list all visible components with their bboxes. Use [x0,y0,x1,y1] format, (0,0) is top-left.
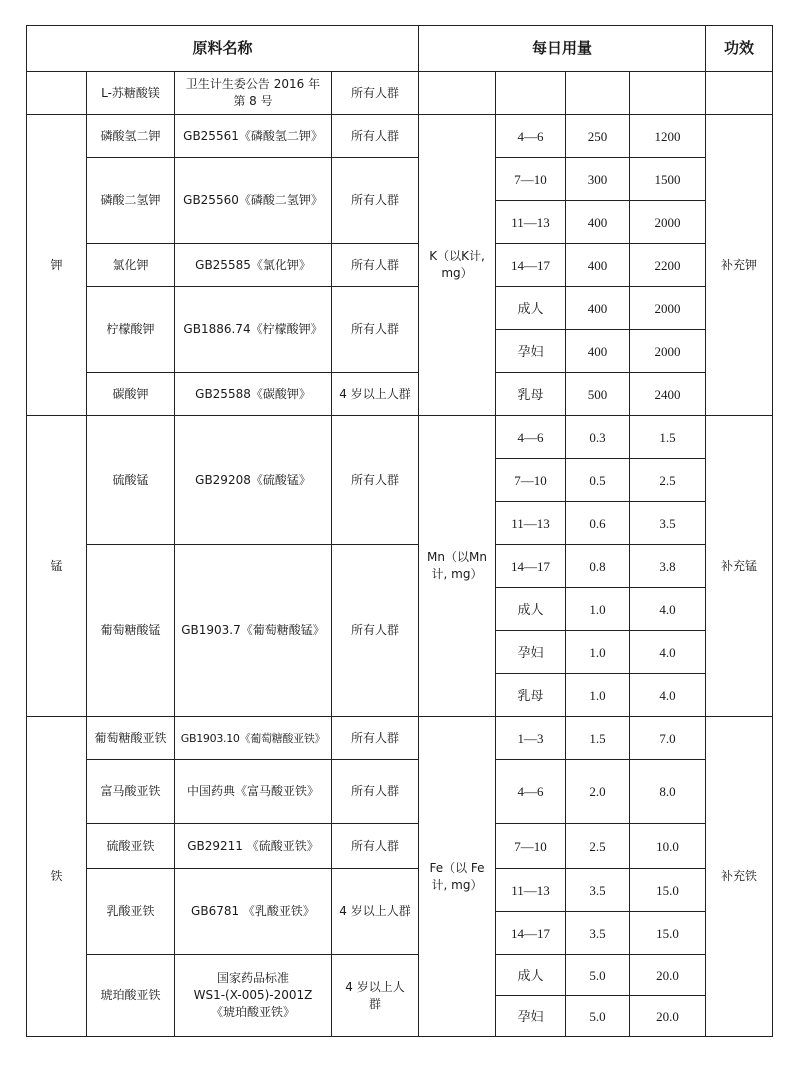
material-standard: GB1903.10《葡萄糖酸亚铁》 [175,717,332,760]
dose-age: 4—6 [496,416,566,459]
dose-low: 3.5 [566,869,630,912]
standard-line: 卫生计生委公告 2016 年 [185,77,321,91]
dose-low: 5.0 [566,996,630,1037]
dose-high: 20.0 [630,955,706,996]
material-name: 富马酸亚铁 [87,760,175,824]
dose-cell-empty [566,72,630,115]
dose-high: 2200 [630,244,706,287]
table-row [27,717,773,760]
material-population: 4 岁以上人群 [332,373,419,416]
dose-high: 8.0 [630,760,706,824]
material-population: 所有人群 [332,416,419,545]
material-population: 所有人群 [332,115,419,158]
unit-text: 计, mg） [431,877,483,892]
unit-text: Fe（以 Fe [429,860,485,875]
dose-low: 400 [566,287,630,330]
material-name: 乳酸亚铁 [87,869,175,955]
table-row [27,158,773,201]
unit-text: K（以K计, mg） [429,249,485,280]
material-name: 碳酸钾 [87,373,175,416]
dose-low: 3.5 [566,912,630,955]
material-name: 葡萄糖酸锰 [87,545,175,717]
table-row [27,760,773,824]
dose-age: 11—13 [496,502,566,545]
dose-age: 4—6 [496,760,566,824]
material-name: 硫酸锰 [87,416,175,545]
material-population: 所有人群 [332,287,419,373]
dose-low: 2.5 [566,824,630,869]
dose-high: 3.8 [630,545,706,588]
dose-high: 4.0 [630,588,706,631]
material-name: 氯化钾 [87,244,175,287]
dose-age: 孕妇 [496,631,566,674]
dose-high: 1200 [630,115,706,158]
table-row [27,955,773,996]
dose-low: 0.6 [566,502,630,545]
material-standard: GB25561《磷酸氢二钾》 [175,115,332,158]
material-standard: GB1903.7《葡萄糖酸锰》 [175,545,332,717]
table-row [27,869,773,912]
material-standard: GB25588《碳酸钾》 [175,373,332,416]
dose-age: 11—13 [496,201,566,244]
dose-age: 孕妇 [496,330,566,373]
dose-low: 0.8 [566,545,630,588]
header-effect: 功效 [706,26,773,72]
material-name: 硫酸亚铁 [87,824,175,869]
table-row [27,545,773,588]
dose-high: 7.0 [630,717,706,760]
dose-low: 2.0 [566,760,630,824]
ingredient-table [26,25,773,1037]
unit-text: Mn（以Mn [427,550,487,564]
material-standard: GB25585《氯化钾》 [175,244,332,287]
unit-cell-empty [419,72,496,115]
dose-high: 4.0 [630,674,706,717]
dose-low: 250 [566,115,630,158]
material-population: 所有人群 [332,760,419,824]
population-line: 4 岁以上人 [345,979,405,994]
dose-low: 300 [566,158,630,201]
material-name: 磷酸二氢钾 [87,158,175,244]
dose-age: 7—10 [496,158,566,201]
dose-age: 4—6 [496,115,566,158]
population-line: 群 [369,996,382,1011]
dose-low: 400 [566,244,630,287]
dose-low: 1.5 [566,717,630,760]
unit-text: 计, mg） [431,567,483,581]
dose-age: 成人 [496,955,566,996]
header-material-name: 原料名称 [27,26,419,72]
material-name: L-苏糖酸镁 [87,72,175,115]
dose-high: 15.0 [630,912,706,955]
table-row [27,115,773,158]
element-potassium: 钾 [27,115,87,416]
dose-cell-empty [496,72,566,115]
table-row [27,287,773,330]
material-standard [175,72,332,115]
material-population: 所有人群 [332,158,419,244]
dose-cell-empty [630,72,706,115]
dose-high: 1.5 [630,416,706,459]
material-name: 柠檬酸钾 [87,287,175,373]
standard-line: 《琥珀酸亚铁》 [210,1005,295,1019]
material-name: 葡萄糖酸亚铁 [87,717,175,760]
material-population: 所有人群 [332,717,419,760]
dose-high: 2400 [630,373,706,416]
dose-high: 20.0 [630,996,706,1037]
dose-high: 4.0 [630,631,706,674]
standard-line: 国家药品标准 [216,971,289,985]
table-row [27,373,773,416]
dose-age: 11—13 [496,869,566,912]
material-standard: GB25560《磷酸二氢钾》 [175,158,332,244]
element-iron: 铁 [27,717,87,1037]
document [26,25,773,1037]
header-daily-amount: 每日用量 [419,26,706,72]
dose-low: 0.3 [566,416,630,459]
dose-age: 乳母 [496,674,566,717]
dose-age: 14—17 [496,912,566,955]
unit-iron [419,717,496,1037]
dose-low: 400 [566,330,630,373]
material-population: 所有人群 [332,72,419,115]
material-population: 4 岁以上人群 [332,869,419,955]
dose-high: 2000 [630,330,706,373]
dose-age: 14—17 [496,545,566,588]
effect-iron: 补充铁 [706,717,773,1037]
standard-line: 第 8 号 [233,94,273,108]
material-name: 磷酸氢二钾 [87,115,175,158]
table-row [27,244,773,287]
material-standard: 中国药典《富马酸亚铁》 [175,760,332,824]
element-cell-empty [27,72,87,115]
material-standard: GB1886.74《柠檬酸钾》 [175,287,332,373]
material-population: 所有人群 [332,545,419,717]
dose-age: 乳母 [496,373,566,416]
material-population: 所有人群 [332,244,419,287]
dose-low: 1.0 [566,588,630,631]
dose-age: 成人 [496,588,566,631]
dose-high: 10.0 [630,824,706,869]
dose-low: 500 [566,373,630,416]
header-row [27,26,773,72]
effect-potassium: 补充钾 [706,115,773,416]
table-row [27,72,773,115]
dose-high: 1500 [630,158,706,201]
dose-age: 7—10 [496,459,566,502]
material-standard: GB29211 《硫酸亚铁》 [175,824,332,869]
unit-potassium [419,115,496,416]
effect-cell-empty [706,72,773,115]
table-row [27,824,773,869]
dose-low: 1.0 [566,674,630,717]
material-population [332,955,419,1037]
dose-age: 成人 [496,287,566,330]
dose-age: 7—10 [496,824,566,869]
effect-manganese: 补充锰 [706,416,773,717]
dose-low: 400 [566,201,630,244]
element-manganese: 锰 [27,416,87,717]
material-population: 所有人群 [332,824,419,869]
material-name: 琥珀酸亚铁 [87,955,175,1037]
dose-low: 1.0 [566,631,630,674]
dose-high: 2.5 [630,459,706,502]
standard-line: WS1-(X-005)-2001Z [193,988,313,1002]
dose-high: 2000 [630,201,706,244]
dose-high: 15.0 [630,869,706,912]
dose-high: 2000 [630,287,706,330]
dose-age: 14—17 [496,244,566,287]
unit-manganese [419,416,496,717]
dose-age: 孕妇 [496,996,566,1037]
dose-low: 5.0 [566,955,630,996]
dose-low: 0.5 [566,459,630,502]
table-row [27,416,773,459]
dose-age: 1—3 [496,717,566,760]
material-standard: GB29208《硫酸锰》 [175,416,332,545]
dose-high: 3.5 [630,502,706,545]
material-standard: GB6781 《乳酸亚铁》 [175,869,332,955]
material-standard [175,955,332,1037]
